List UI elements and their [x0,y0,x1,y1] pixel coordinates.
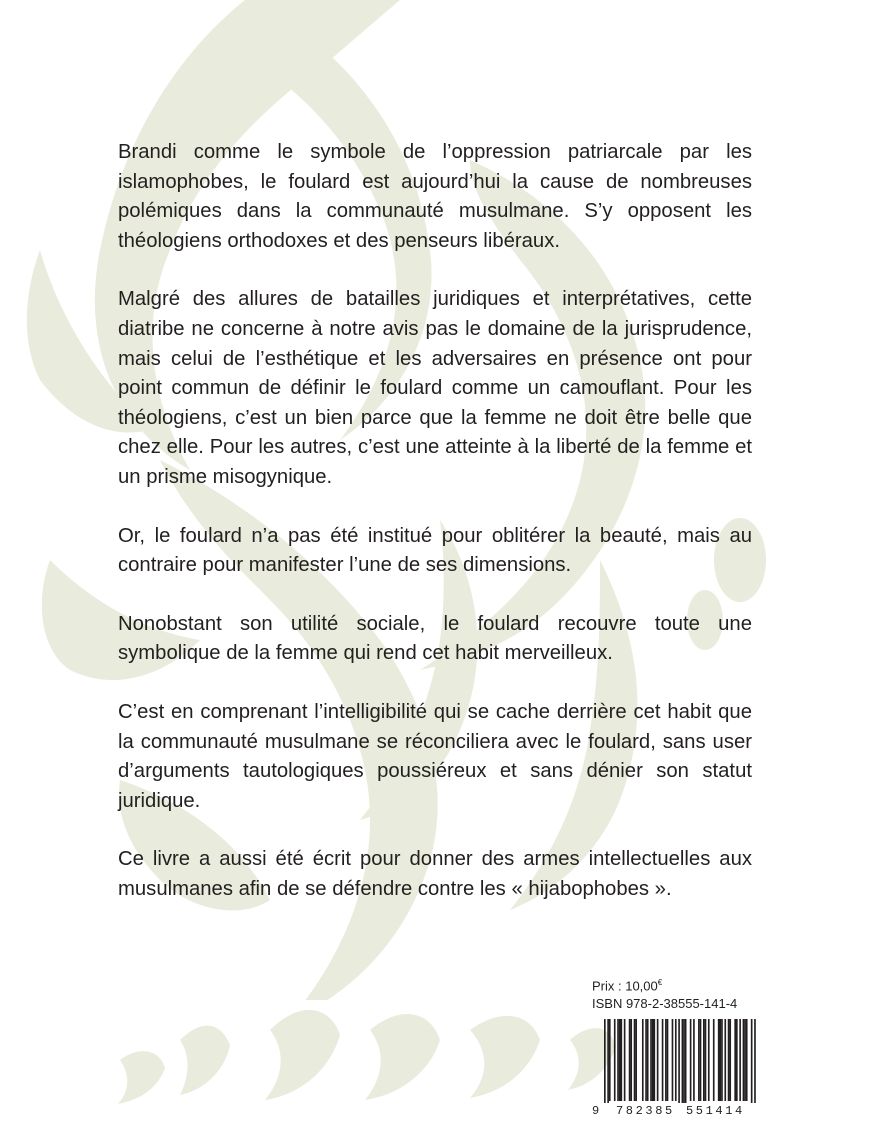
barcode-bar [700,1019,702,1101]
price-isbn-block [592,974,762,1013]
barcode-bar [629,1019,631,1101]
barcode-bar [751,1019,753,1107]
blurb-paragraph-6: Ce livre a aussi été écrit pour donner des armes intellectuelles aux musulmanes afin de se défendre contre les « hijabophobes ». [118,848,752,900]
barcode-bar [720,1019,722,1101]
barcode-bar [682,1019,684,1107]
barcode-bar [729,1019,731,1101]
barcode-bar [662,1019,664,1101]
barcode-bar [746,1019,748,1101]
barcode-bar [693,1019,695,1101]
price-label [592,974,762,995]
barcode-digits [592,1103,764,1121]
barcode [592,1019,764,1119]
barcode-bar [657,1019,659,1101]
barcode-bar [650,1019,652,1101]
barcode-bar [703,1019,705,1101]
barcode-bar [672,1019,674,1101]
barcode-bar [744,1019,746,1101]
barcode-bar [685,1019,687,1107]
isbn-label: ISBN 978-2-38555-141-4 [592,996,738,1012]
barcode-bar [624,1019,626,1101]
price-value: Prix : 10,00 [592,978,658,994]
barcode-bar [609,1019,611,1101]
barcode-bar [739,1019,741,1101]
barcode-bar [708,1019,710,1101]
barcode-bar [678,1019,680,1107]
barcode-bar [619,1019,621,1101]
barcode-left-group: 782385 [616,1104,675,1118]
barcode-bar [728,1019,730,1101]
barcode-bar [614,1019,616,1101]
barcode-bar [604,1019,606,1107]
barcode-bar [705,1019,707,1101]
barcode-first-digit: 9 [592,1104,602,1118]
price-currency: € [657,978,663,987]
barcode-bar [675,1019,677,1101]
barcode-bar [718,1019,720,1101]
barcode-bar [736,1019,738,1101]
barcode-bar [654,1019,656,1101]
barcode-bar [698,1019,700,1101]
blurb-paragraph-4: Nonobstant son utilité sociale, le foulard recouvre toute une symbolique de la femme qui rend cet habit merveilleux. [118,612,752,665]
blurb-paragraph-5: C’est en comprenant l’intelligibilité qui se cache derrière cet habit que la communauté musulmane se réconciliera avec le foulard, sans user d’arguments tautologiques poussiéreux et sans dénier son statut juridique. [118,700,752,812]
barcode-right-group: 551414 [686,1104,745,1118]
barcode-bar [642,1019,644,1101]
barcode-bar [667,1019,669,1101]
barcode-bar [690,1019,692,1101]
barcode-bar [630,1019,632,1101]
barcode-bar [724,1019,726,1101]
blurb-paragraph-2: Malgré des allures de batailles juridiques et interprétatives, cette diatribe ne concerne à notre avis pas le domaine de la jurisprudence, mais celui de l’esthétique et les adversaires en présence ont pour point commun de définir le foulard comme un camouflant. Pour les théologiens, c’est un bien parce que la femme ne doit être belle que chez elle. Pour les autres, c’est une atteinte à la liberté de la femme et un prisme misogynique. [118,288,752,488]
back-cover-blurb [118,138,752,933]
barcode-bar [635,1019,637,1101]
barcode-bar [645,1019,647,1101]
barcode-bar [634,1019,636,1101]
barcode-bar [713,1019,715,1101]
barcode-bar [721,1019,723,1101]
barcode-bar [734,1019,736,1101]
barcode-bar [652,1019,654,1101]
barcode-bar [743,1019,745,1101]
barcode-bars [592,1019,764,1107]
blurb-paragraph-1: Brandi comme le symbole de l’oppression patriarcale par les islamophobes, le foulard est aujourd’hui la cause de nombreuses polémiques dans la communauté musulmane. S’y opposent les théologiens orthodoxes et des penseurs libéraux. [118,141,752,252]
barcode-bar [683,1019,685,1107]
barcode-bar [617,1019,619,1101]
blurb-paragraph-3: Or, le foulard n’a pas été institué pour oblitérer la beauté, mais au contraire pour manifester l’une de ses dimensions. [118,524,752,577]
barcode-bar [754,1019,756,1107]
barcode-bar [621,1019,623,1101]
barcode-bar [665,1019,667,1101]
barcode-bar [607,1019,609,1107]
barcode-bar [647,1019,649,1101]
